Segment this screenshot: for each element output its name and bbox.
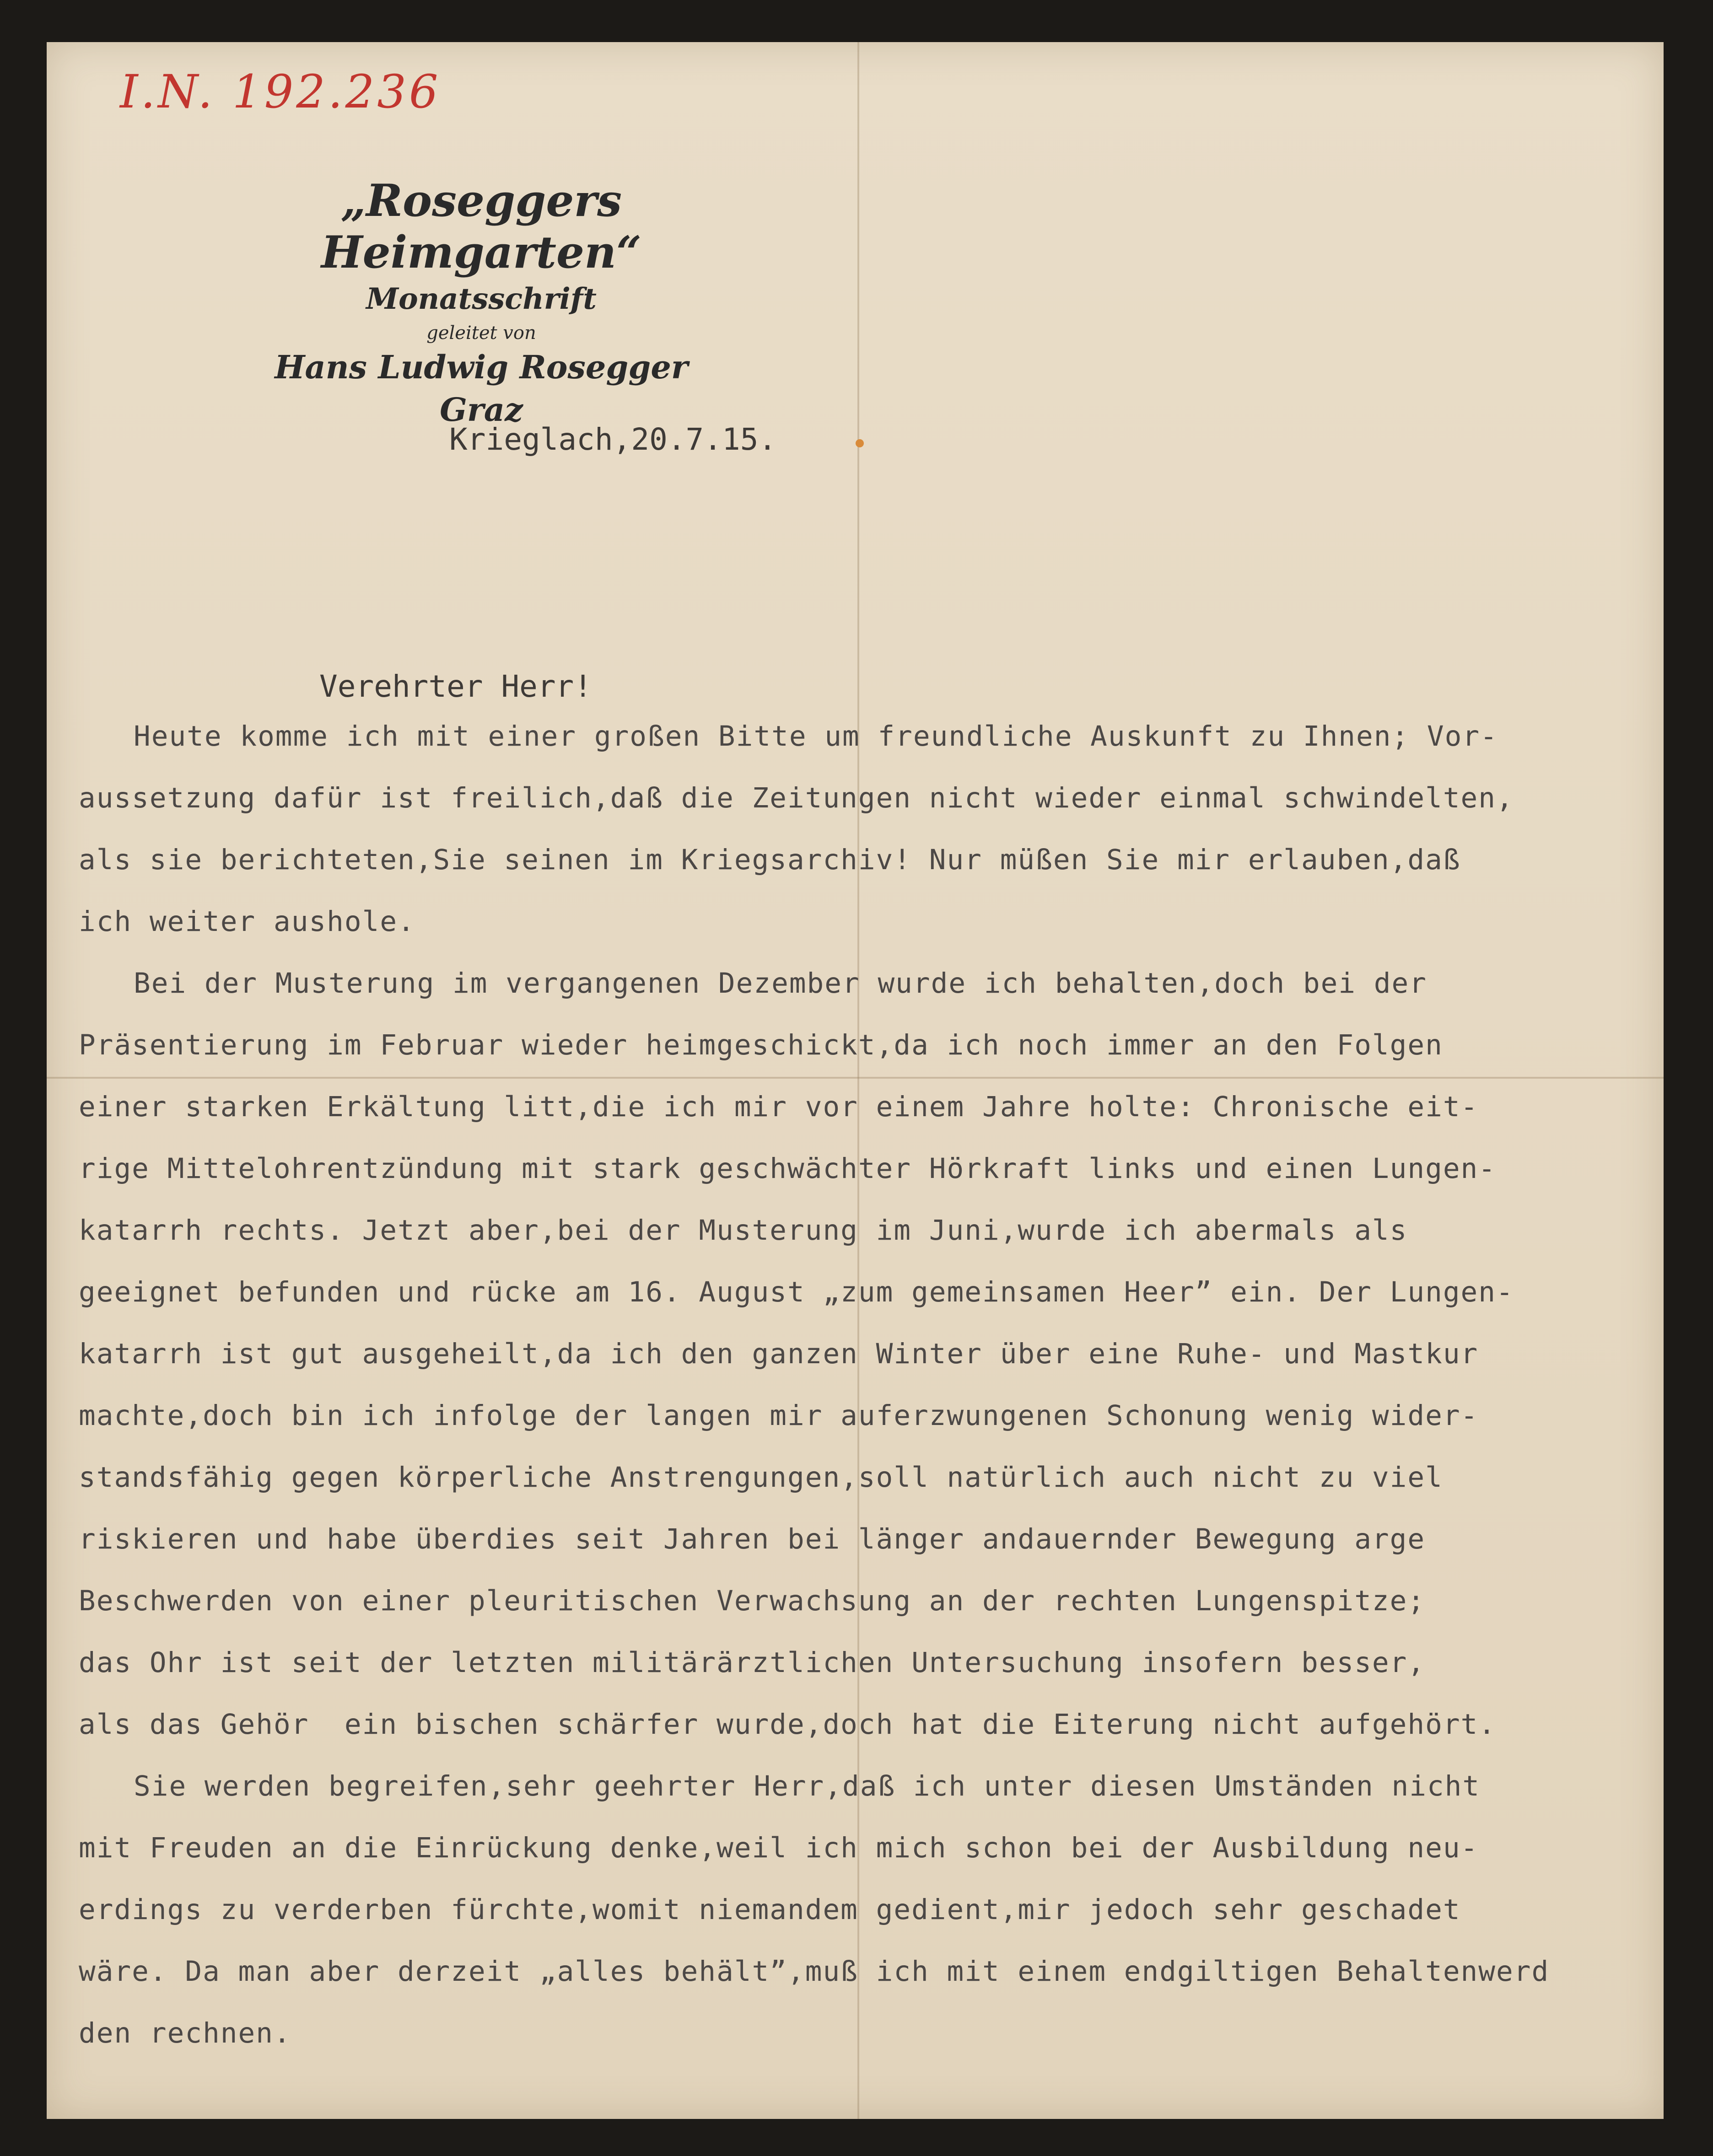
body-line: Beschwerden von einer pleuritischen Verwachsung an der rechten Lungenspitze; bbox=[79, 1585, 1426, 1617]
body-line: aussetzung dafür ist freilich,daß die Zeitungen nicht wieder einmal schwindelten, bbox=[79, 782, 1514, 814]
salutation: Verehrter Herr! bbox=[319, 669, 593, 704]
body-line: Bei der Musterung im vergangenen Dezember wurde ich behalten,doch bei der bbox=[134, 967, 1427, 1000]
body-line: den rechnen. bbox=[79, 2017, 291, 2049]
letterhead-editor-name: Hans Ludwig Rosegger bbox=[275, 348, 688, 386]
body-line: geeignet befunden und rücke am 16. August „zum gemeinsamen Heer” ein. Der Lungen- bbox=[79, 1276, 1514, 1308]
letterhead-city: Graz bbox=[440, 391, 523, 429]
body-line: das Ohr ist seit der letzten militärärztlichen Untersuchung insofern besser, bbox=[79, 1646, 1426, 1679]
body-line: Heute komme ich mit einer großen Bitte um freundliche Auskunft zu Ihnen; Vor- bbox=[134, 720, 1498, 753]
body-line: Sie werden begreifen,sehr geehrter Herr,daß ich unter diesen Umständen nicht bbox=[134, 1770, 1481, 1802]
archive-number: I.N. 192.236 bbox=[120, 65, 441, 118]
body-line: einer starken Erkältung litt,die ich mir vor einem Jahre holte: Chronische eit- bbox=[79, 1091, 1479, 1123]
body-line: rige Mittelohrentzündung mit stark geschwächter Hörkraft links und einen Lungen- bbox=[79, 1152, 1497, 1185]
body-line: mit Freuden an die Einrückung denke,weil ich mich schon bei der Ausbildung neu- bbox=[79, 1832, 1479, 1864]
letterhead-editor-label: geleitet von bbox=[426, 323, 536, 344]
body-line: katarrh ist gut ausgeheilt,da ich den ganzen Winter über eine Ruhe- und Mastkur bbox=[79, 1338, 1479, 1370]
body-line: katarrh rechts. Jetzt aber,bei der Musterung im Juni,wurde ich abermals als bbox=[79, 1214, 1408, 1247]
body-line: machte,doch bin ich infolge der langen mir auferzwungenen Schonung wenig wider- bbox=[79, 1399, 1479, 1432]
orange-dot-mark bbox=[856, 439, 864, 447]
body-line: als das Gehör ein bischen schärfer wurde,doch hat die Eiterung nicht aufgehört. bbox=[79, 1708, 1497, 1741]
body-line: wäre. Da man aber derzeit „alles behält”,muß ich mit einem endgiltigen Behaltenwerd bbox=[79, 1955, 1550, 1988]
letter-page bbox=[47, 42, 1664, 2119]
body-line: Präsentierung im Februar wieder heimgeschickt,da ich noch immer an den Folgen bbox=[79, 1029, 1443, 1061]
letterhead-subtitle: Monatsschrift bbox=[366, 282, 597, 316]
body-line: als sie berichteten,Sie seinen im Kriegsarchiv! Nur müßen Sie mir erlauben,daß bbox=[79, 844, 1461, 876]
place-date: Krieglach,20.7.15. bbox=[449, 422, 777, 457]
body-line: riskieren und habe überdies seit Jahren bei länger andauernder Bewegung arge bbox=[79, 1523, 1426, 1555]
letterhead-title: „Roseggers Heimgarten“ bbox=[321, 175, 642, 278]
body-line: erdings zu verderben fürchte,womit niemandem gedient,mir jedoch sehr geschadet bbox=[79, 1893, 1461, 1926]
letter-body bbox=[79, 705, 1653, 2064]
body-line: standsfähig gegen körperliche Anstrengungen,soll natürlich auch nicht zu viel bbox=[79, 1461, 1443, 1494]
body-line: ich weiter aushole. bbox=[79, 905, 415, 938]
letterhead bbox=[184, 175, 779, 429]
